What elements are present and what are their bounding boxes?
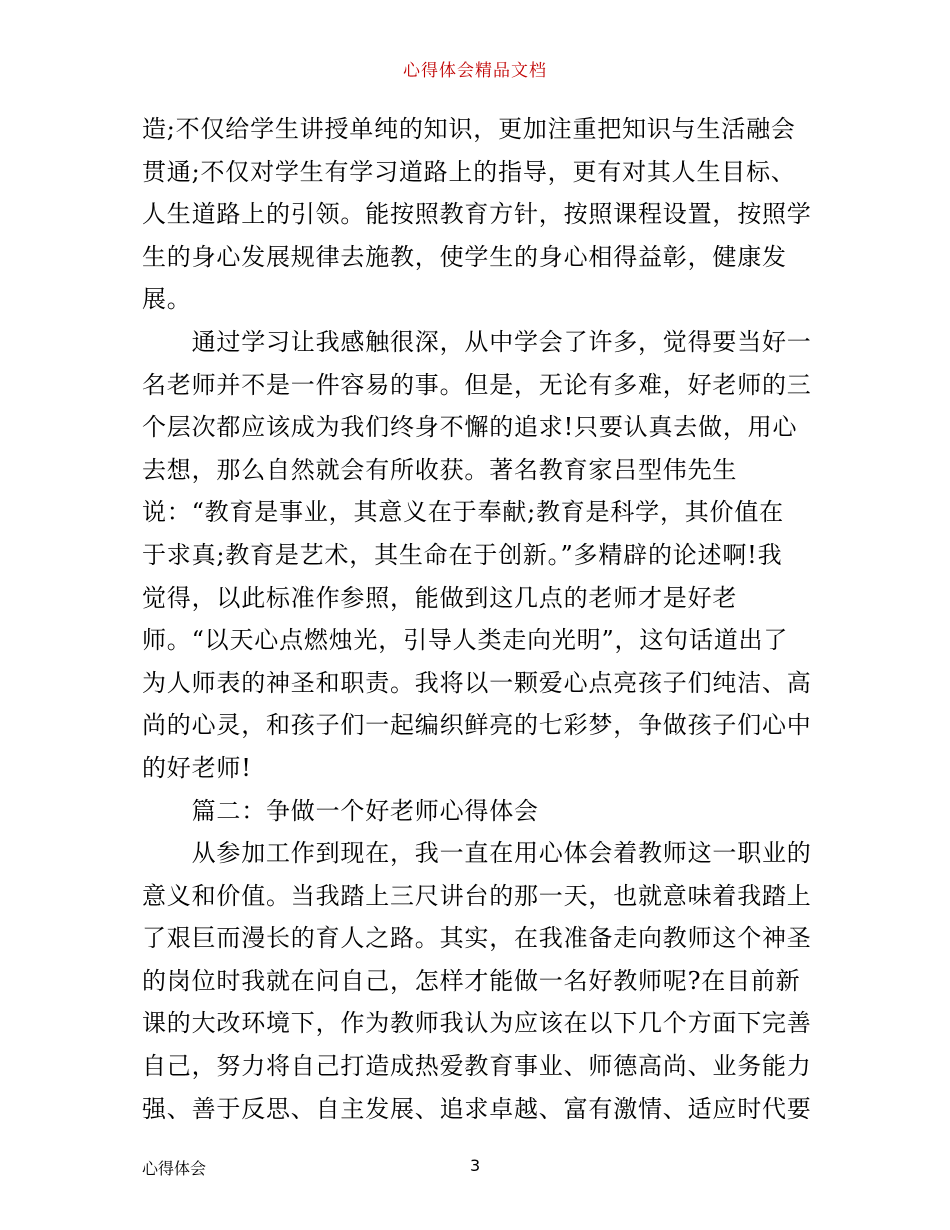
body-line: 意义和价值。当我踏上三尺讲台的那一天，也就意味着我踏上 <box>142 881 812 910</box>
body-line: 强、善于反思、自主发展、追求卓越、富有激情、适应时代要 <box>142 1094 812 1123</box>
section-heading: 篇二：争做一个好老师心得体会 <box>142 796 539 825</box>
body-line: 贯通;不仅对学生有学习道路上的指导，更有对其人生目标、 <box>142 157 796 186</box>
page-header-title: 心得体会精品文档 <box>403 61 547 81</box>
page-number: 3 <box>470 1156 481 1175</box>
body-line: 的岗位时我就在问自己，怎样才能做一名好教师呢?在目前新 <box>142 966 801 995</box>
body-line: 的好老师! <box>142 753 252 782</box>
body-line: 课的大改环境下，作为教师我认为应该在以下几个方面下完善 <box>142 1009 812 1038</box>
body-line: 了艰巨而漫长的育人之路。其实，在我准备走向教师这个神圣 <box>142 924 812 953</box>
body-line: 说：“教育是事业，其意义在于奉献;教育是科学，其价值在 <box>142 498 784 527</box>
body-line: 展。 <box>142 285 192 314</box>
body-line: 个层次都应该成为我们终身不懈的追求!只要认真去做，用心 <box>142 413 798 442</box>
footer-label: 心得体会 <box>142 1159 207 1178</box>
document-body <box>142 108 814 1130</box>
body-line: 从参加工作到现在，我一直在用心体会着教师这一职业的 <box>142 839 812 868</box>
body-line: 生的身心发展规律去施教，使学生的身心相得益彰，健康发 <box>142 242 787 271</box>
body-line: 去想，那么自然就会有所收获。著名教育家吕型伟先生 <box>142 455 738 484</box>
body-line: 自己，努力将自己打造成热爱教育事业、师德高尚、业务能力 <box>142 1052 812 1081</box>
body-line: 名老师并不是一件容易的事。但是，无论有多难，好老师的三 <box>142 370 812 399</box>
body-line: 通过学习让我感触很深，从中学会了许多，觉得要当好一 <box>142 327 812 356</box>
body-line: 造;不仅给学生讲授单纯的知识，更加注重把知识与生活融会 <box>142 115 796 143</box>
body-line: 觉得，以此标准作参照，能做到这几点的老师才是好老 <box>142 583 738 612</box>
body-line: 师。“以天心点燃烛光，引导人类走向光明”，这句话道出了 <box>142 626 789 655</box>
body-line: 于求真;教育是艺术，其生命在于创新。”多精辟的论述啊!我 <box>142 540 783 569</box>
body-line: 为人师表的神圣和职责。我将以一颗爱心点亮孩子们纯洁、高 <box>142 668 812 697</box>
body-line: 人生道路上的引领。能按照教育方针，按照课程设置，按照学 <box>142 200 812 229</box>
body-line: 尚的心灵，和孩子们一起编织鲜亮的七彩梦，争做孩子们心中 <box>142 711 812 740</box>
